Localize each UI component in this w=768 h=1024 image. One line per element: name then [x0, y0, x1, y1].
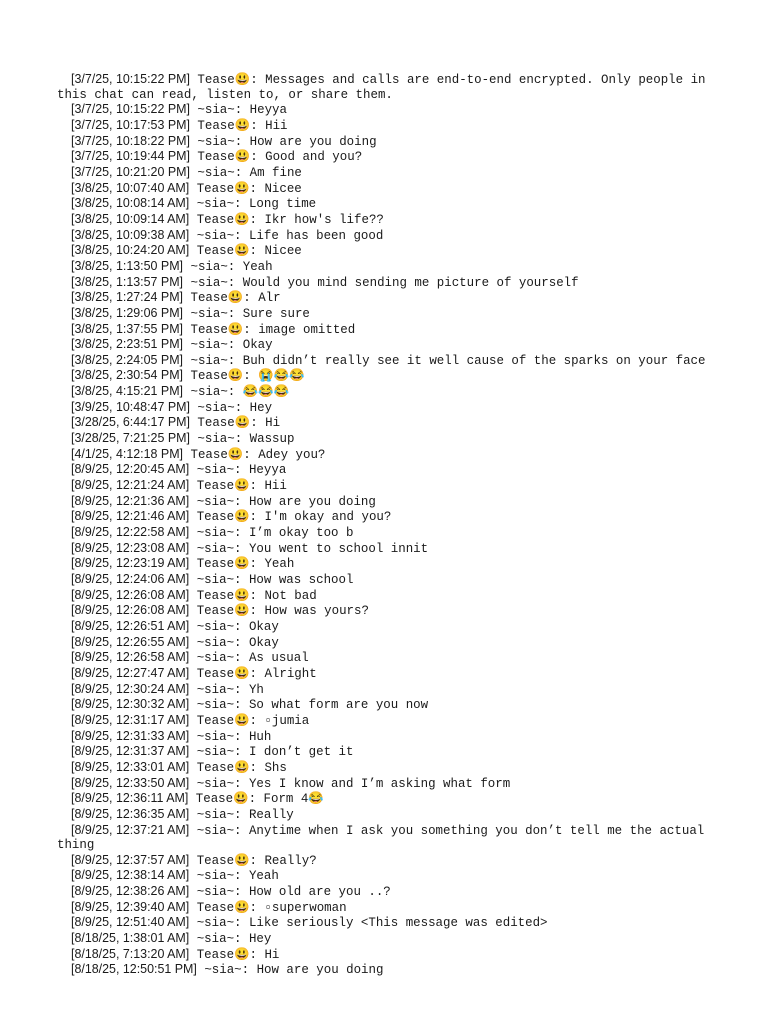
message-body: Tease😃: Yeah: [189, 557, 295, 572]
message-timestamp: [8/9/25, 12:26:58 AM]: [71, 650, 190, 665]
message-body: Tease😃: Shs: [189, 760, 287, 775]
message-body: ~sia~: Yeah: [189, 869, 279, 884]
message-body: ~sia~: Yeah: [183, 259, 273, 274]
message-timestamp: [3/8/25, 10:07:40 AM]: [71, 180, 190, 195]
message-timestamp: [8/9/25, 12:23:19 AM]: [71, 556, 190, 571]
chat-message-line: [57, 807, 707, 823]
message-timestamp: [8/18/25, 1:38:01 AM]: [71, 931, 190, 946]
message-body: Tease😃: I'm okay and you?: [189, 510, 392, 525]
chat-message-line: [57, 259, 707, 275]
message-timestamp: [8/9/25, 12:51:40 AM]: [71, 915, 190, 930]
message-body: Tease😃: Ikr how's life??: [189, 212, 384, 227]
message-timestamp: [3/8/25, 10:09:38 AM]: [71, 227, 190, 242]
message-timestamp: [8/9/25, 12:21:36 AM]: [71, 493, 190, 508]
message-timestamp: [8/18/25, 12:50:51 PM]: [71, 962, 197, 977]
chat-message-line: [57, 729, 707, 745]
message-timestamp: [3/7/25, 10:18:22 PM]: [71, 133, 190, 148]
message-timestamp: [8/9/25, 12:22:58 AM]: [71, 525, 190, 540]
chat-message-line: [57, 650, 707, 666]
chat-message-line: [57, 791, 707, 807]
chat-message-line: [57, 572, 707, 588]
message-timestamp: [8/18/25, 7:13:20 AM]: [71, 946, 190, 961]
message-body: Tease😃: image omitted: [183, 322, 356, 337]
message-timestamp: [8/9/25, 12:27:47 AM]: [71, 665, 190, 680]
chat-message-line: [57, 962, 707, 978]
message-body: ~sia~: As usual: [189, 651, 309, 666]
message-body: Tease😃: Not bad: [189, 588, 317, 603]
chat-message-line: [57, 118, 707, 134]
message-timestamp: [8/9/25, 12:31:33 AM]: [71, 728, 190, 743]
message-body: ~sia~: Life has been good: [189, 228, 384, 243]
message-timestamp: [8/9/25, 12:36:35 AM]: [71, 806, 190, 821]
message-timestamp: [3/9/25, 10:48:47 PM]: [71, 399, 190, 414]
message-body: ~sia~: How are you doing: [196, 963, 384, 978]
message-body: ~sia~: Would you mind sending me picture of yourself: [183, 275, 579, 290]
message-body: ~sia~: Yh: [189, 682, 264, 697]
chat-message-line: [57, 603, 707, 619]
chat-message-line: [57, 322, 707, 338]
message-body: Tease😃: How was yours?: [189, 604, 369, 619]
message-timestamp: [8/9/25, 12:33:01 AM]: [71, 759, 190, 774]
message-timestamp: [3/28/25, 7:21:25 PM]: [71, 431, 190, 446]
chat-message-line: [57, 243, 707, 259]
message-timestamp: [8/9/25, 12:37:21 AM]: [71, 822, 190, 837]
message-body: ~sia~: Huh: [189, 729, 272, 744]
message-body: ~sia~: You went to school innit: [189, 541, 429, 556]
message-body: ~sia~: How are you doing: [189, 134, 377, 149]
message-timestamp: [8/9/25, 12:26:08 AM]: [71, 603, 190, 618]
message-timestamp: [3/8/25, 1:13:50 PM]: [71, 258, 184, 273]
message-body: ~sia~: Yes I know and I’m asking what form: [189, 776, 511, 791]
chat-message-line: [57, 196, 707, 212]
chat-message-line: [57, 212, 707, 228]
message-timestamp: [8/9/25, 12:23:08 AM]: [71, 540, 190, 555]
message-body: Tease😃: Messages and calls are end-to-end encrypted. Only people in this chat can read, listen to, or share them.: [57, 73, 713, 102]
message-timestamp: [8/9/25, 12:39:40 AM]: [71, 899, 190, 914]
chat-message-line: [57, 134, 707, 150]
chat-message-line: [57, 635, 707, 651]
message-body: ~sia~: I’m okay too b: [189, 526, 354, 541]
chat-message-line: [57, 290, 707, 306]
chat-message-line: [57, 760, 707, 776]
chat-message-line: [57, 525, 707, 541]
message-body: Tease😃: Alright: [189, 666, 317, 681]
chat-message-line: [57, 384, 707, 400]
chat-message-line: [57, 666, 707, 682]
chat-message-line: [57, 853, 707, 869]
message-timestamp: [3/8/25, 10:24:20 AM]: [71, 243, 190, 258]
message-body: ~sia~: How are you doing: [189, 494, 376, 509]
message-body: ~sia~: Hey: [189, 400, 273, 415]
chat-message-line: [57, 275, 707, 291]
message-body: Tease😃: Adey you?: [183, 447, 326, 462]
message-body: Tease😃: Hii: [189, 118, 288, 133]
message-timestamp: [3/8/25, 2:23:51 PM]: [71, 337, 184, 352]
message-body: ~sia~: Anytime when I ask you something you don’t tell me the actual thing: [57, 823, 712, 853]
chat-message-line: [57, 915, 707, 931]
message-body: Tease😃: Really?: [189, 853, 317, 868]
message-body: ~sia~: Like seriously <This message was edited>: [189, 916, 548, 931]
message-timestamp: [3/28/25, 6:44:17 PM]: [71, 415, 190, 430]
chat-transcript: [57, 72, 713, 978]
message-body: ~sia~: So what form are you now: [189, 698, 429, 713]
chat-message-line: [57, 368, 707, 384]
message-timestamp: [3/8/25, 1:29:06 PM]: [71, 305, 184, 320]
chat-message-line: [57, 478, 707, 494]
message-timestamp: [3/8/25, 10:08:14 AM]: [71, 196, 190, 211]
message-timestamp: [3/7/25, 10:15:22 PM]: [71, 102, 190, 117]
chat-message-line: [57, 822, 712, 853]
message-timestamp: [8/9/25, 12:26:55 AM]: [71, 634, 190, 649]
message-timestamp: [3/8/25, 1:37:55 PM]: [71, 321, 184, 336]
chat-message-line: [57, 462, 707, 478]
message-body: ~sia~: I don’t get it: [189, 745, 354, 760]
message-body: ~sia~: Hey: [189, 932, 272, 947]
message-timestamp: [3/8/25, 4:15:21 PM]: [71, 384, 184, 399]
message-timestamp: [8/9/25, 12:38:14 AM]: [71, 868, 190, 883]
message-body: ~sia~: 😂😂😂: [183, 385, 290, 400]
chat-message-line: [57, 682, 707, 698]
message-timestamp: [8/9/25, 12:38:26 AM]: [71, 884, 190, 899]
message-timestamp: [8/9/25, 12:30:24 AM]: [71, 681, 190, 696]
message-body: ~sia~: Okay: [189, 635, 279, 650]
chat-message-line: [57, 556, 707, 572]
message-body: ~sia~: Sure sure: [183, 306, 310, 321]
message-timestamp: [3/7/25, 10:17:53 PM]: [71, 117, 190, 132]
chat-message-line: [57, 619, 707, 635]
chat-message-line: [57, 228, 707, 244]
message-timestamp: [8/9/25, 12:30:32 AM]: [71, 697, 190, 712]
message-timestamp: [8/9/25, 12:37:57 AM]: [71, 852, 190, 867]
message-timestamp: [8/9/25, 12:31:37 AM]: [71, 744, 190, 759]
message-body: ~sia~: Buh didn’t really see it well cause of the sparks on your face: [183, 353, 706, 368]
message-timestamp: [4/1/25, 4:12:18 PM]: [71, 446, 184, 461]
chat-message-line: [57, 306, 707, 322]
chat-message-line: [57, 494, 707, 510]
chat-message-line: [57, 509, 707, 525]
chat-message-line: [57, 149, 707, 165]
chat-message-line: [57, 931, 707, 947]
message-timestamp: [8/9/25, 12:26:51 AM]: [71, 618, 190, 633]
message-timestamp: [8/9/25, 12:21:24 AM]: [71, 478, 190, 493]
message-timestamp: [8/9/25, 12:24:06 AM]: [71, 572, 190, 586]
chat-message-line: [57, 776, 707, 792]
message-timestamp: [3/7/25, 10:21:20 PM]: [71, 164, 190, 179]
message-timestamp: [8/9/25, 12:26:08 AM]: [71, 587, 190, 602]
message-timestamp: [8/9/25, 12:33:50 AM]: [71, 775, 190, 790]
chat-message-line: [57, 102, 707, 118]
message-body: Tease😃: 😭😂😂: [183, 369, 305, 384]
message-timestamp: [3/7/25, 10:15:22 PM]: [71, 72, 190, 86]
message-body: Tease😃: Hii: [189, 479, 287, 494]
chat-message-line: [57, 431, 707, 447]
chat-message-line: [57, 884, 707, 900]
chat-message-line: [57, 697, 707, 713]
chat-message-line: [57, 744, 707, 760]
message-body: Tease😃: Hi: [189, 947, 280, 962]
chat-message-line: [57, 337, 707, 353]
message-body: ~sia~: Really: [189, 807, 294, 822]
message-timestamp: [3/7/25, 10:19:44 PM]: [71, 149, 190, 164]
message-body: ~sia~: How was school: [189, 573, 354, 587]
message-timestamp: [8/9/25, 12:36:11 AM]: [71, 791, 189, 806]
chat-message-line: [57, 400, 707, 416]
chat-message-line: [57, 165, 707, 181]
chat-message-line: [57, 181, 707, 197]
chat-message-line: [57, 447, 707, 463]
message-timestamp: [3/8/25, 2:24:05 PM]: [71, 352, 184, 367]
message-timestamp: [3/8/25, 10:09:14 AM]: [71, 211, 190, 226]
message-timestamp: [8/9/25, 12:21:46 AM]: [71, 509, 190, 524]
message-timestamp: [3/8/25, 2:30:54 PM]: [71, 368, 184, 383]
message-body: ~sia~: Long time: [189, 197, 317, 212]
message-body: Tease😃: Nicee: [189, 244, 302, 259]
message-timestamp: [8/9/25, 12:20:45 AM]: [71, 462, 190, 477]
chat-message-line: [57, 72, 713, 102]
message-body: ~sia~: Okay: [189, 619, 279, 634]
message-body: Tease😃: Alr: [183, 291, 281, 306]
chat-message-line: [57, 415, 707, 431]
message-timestamp: [3/8/25, 1:13:57 PM]: [71, 274, 184, 289]
chat-message-line: [57, 541, 707, 557]
chat-message-line: [57, 947, 707, 963]
message-body: Tease😃: Nicee: [189, 181, 302, 196]
chat-message-line: [57, 868, 707, 884]
message-body: ~sia~: Wassup: [189, 432, 295, 447]
message-body: Tease😃: Good and you?: [189, 150, 363, 165]
chat-message-line: [57, 900, 707, 916]
message-body: Tease😃: ▫superwoman: [189, 900, 347, 915]
message-body: Tease😃: ▫jumia: [189, 713, 310, 728]
message-body: Tease😃: Form 4😂: [188, 792, 324, 807]
message-body: Tease😃: Hi: [189, 416, 281, 431]
chat-message-line: [57, 588, 707, 604]
chat-message-line: [57, 713, 707, 729]
message-body: ~sia~: How old are you ..?: [189, 885, 391, 900]
message-timestamp: [8/9/25, 12:31:17 AM]: [71, 712, 190, 727]
message-body: ~sia~: Am fine: [189, 165, 302, 180]
message-body: ~sia~: Okay: [183, 338, 273, 353]
message-body: ~sia~: Heyya: [189, 103, 287, 118]
chat-message-line: [57, 353, 707, 369]
message-body: ~sia~: Heyya: [189, 463, 287, 478]
message-timestamp: [3/8/25, 1:27:24 PM]: [71, 290, 184, 305]
